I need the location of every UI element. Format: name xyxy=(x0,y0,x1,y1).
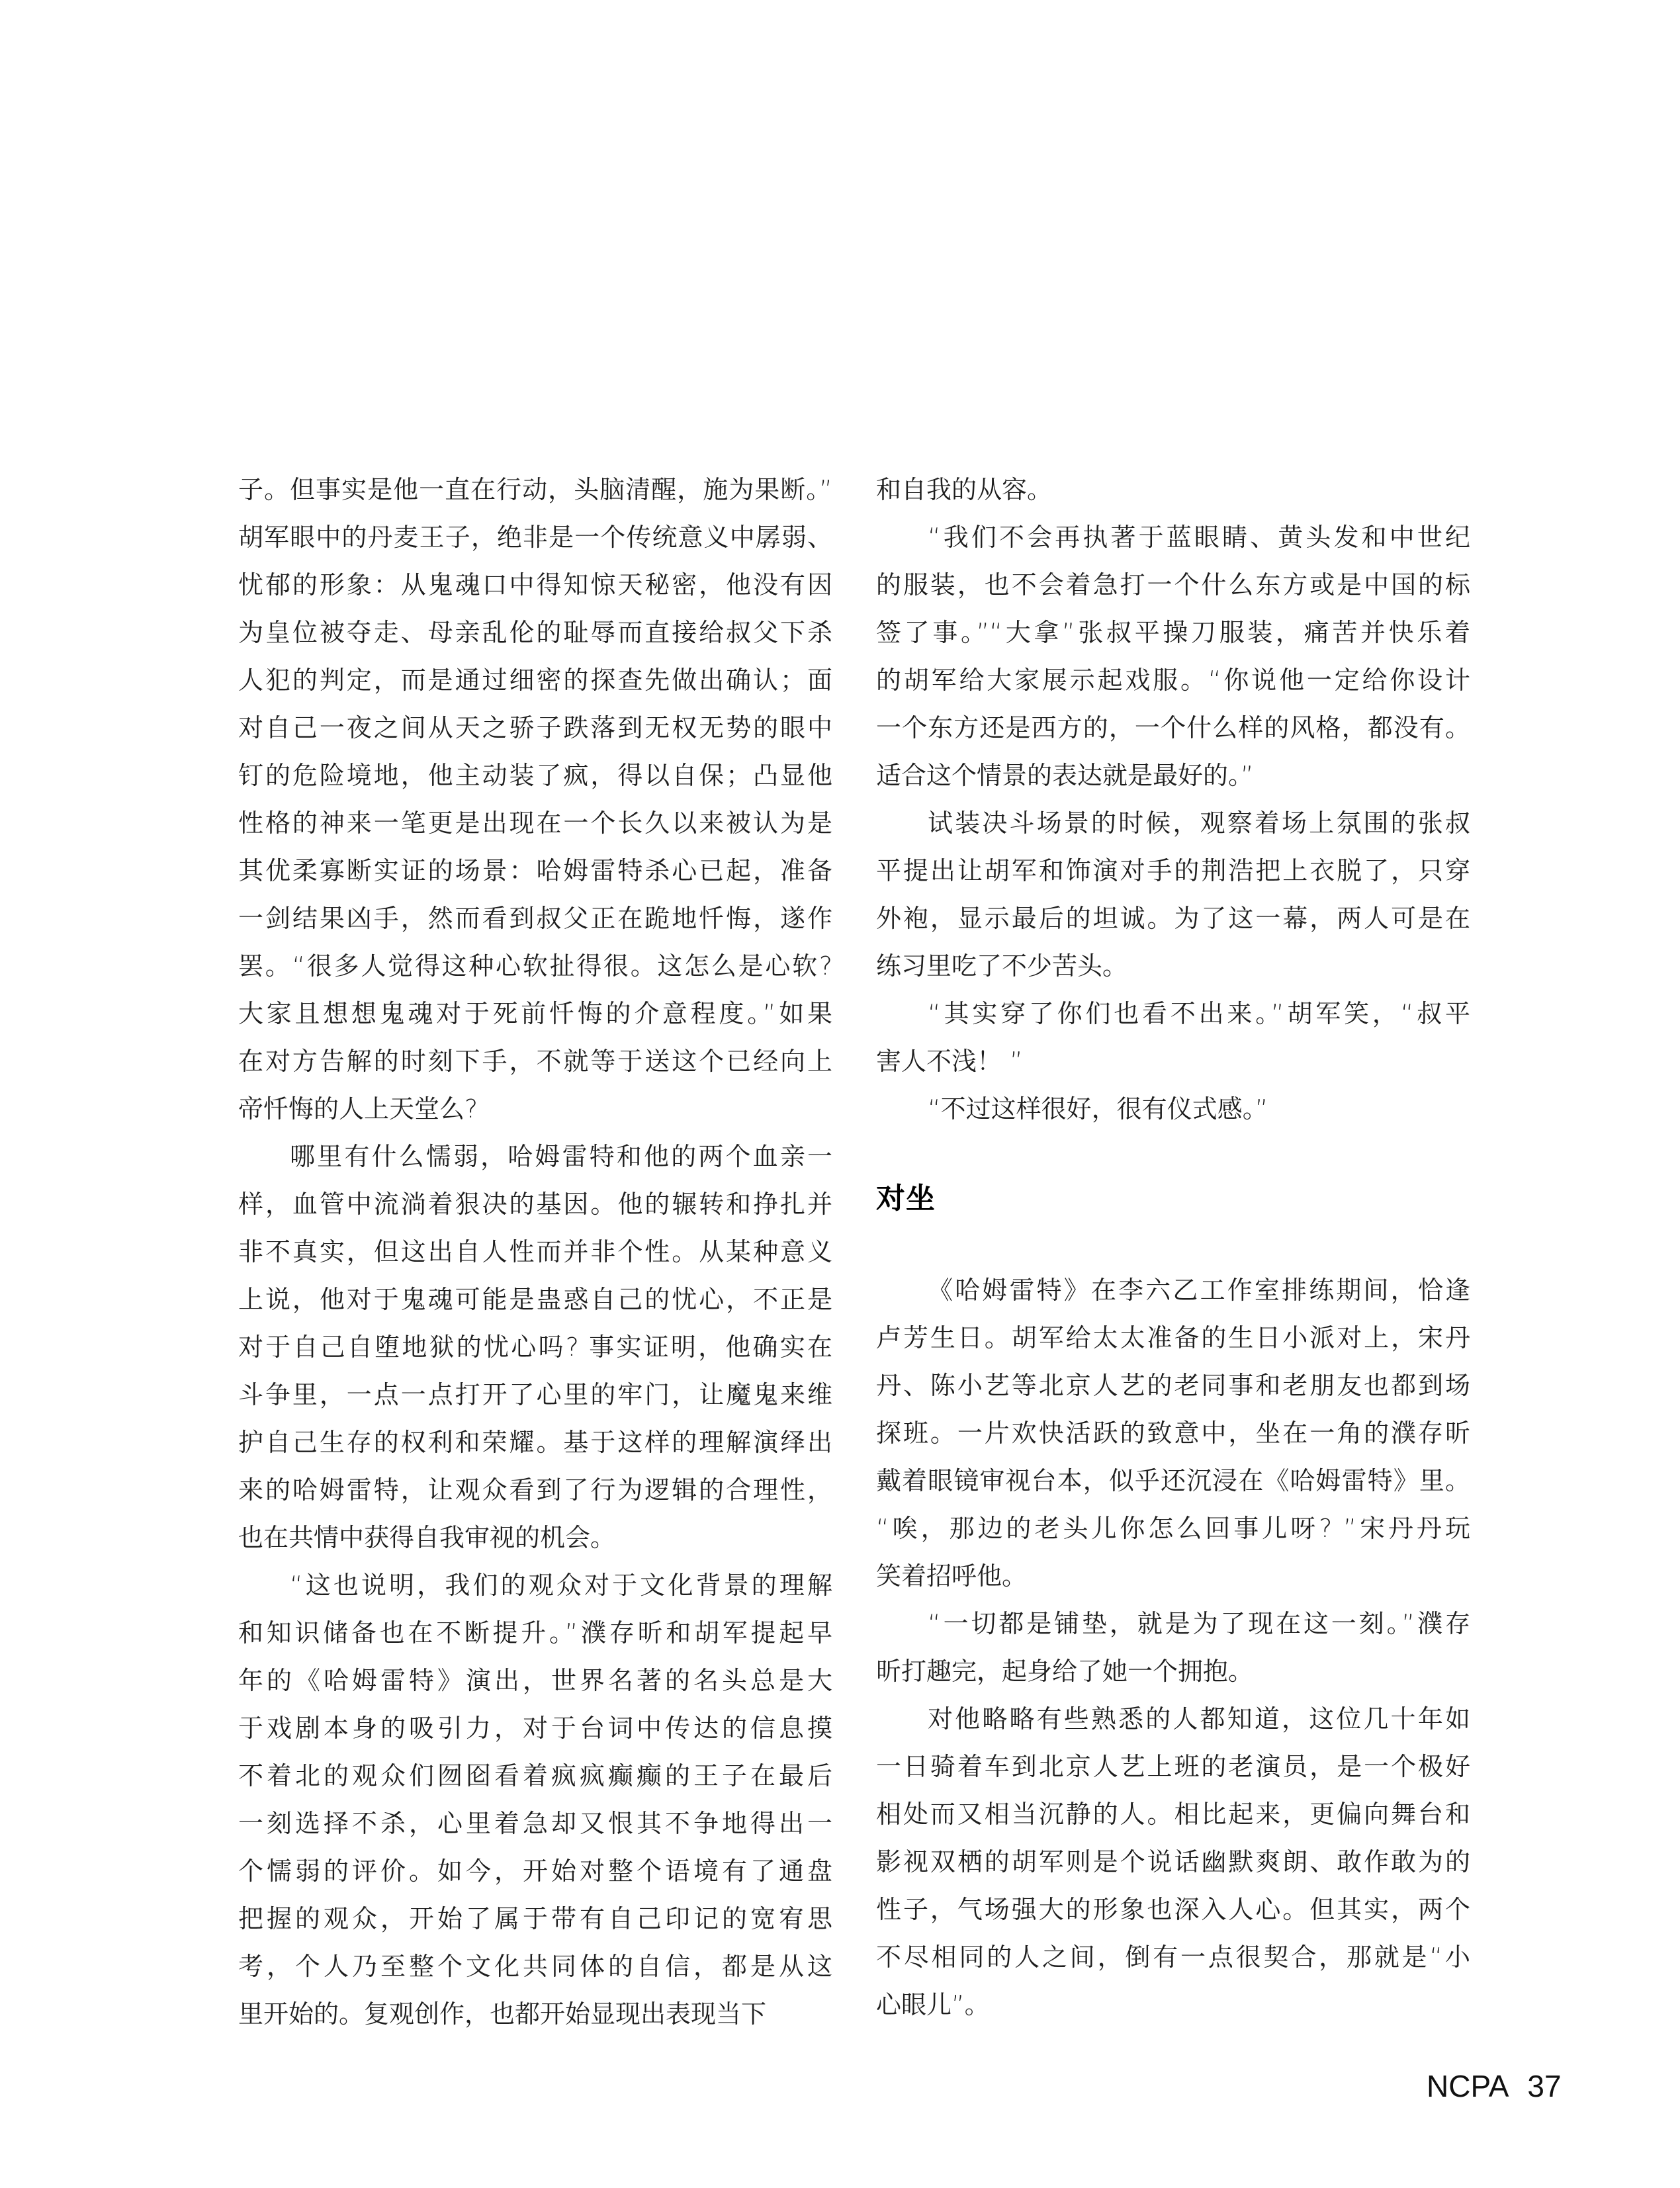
text-line: 练习里吃了不少苦头。 xyxy=(876,951,1128,981)
text-line: 帝忏悔的人上天堂么? xyxy=(238,1094,478,1123)
text-line: 上说，他对于鬼魂可能是蛊惑自己的忧心，不正是 xyxy=(238,1285,832,1314)
text-line: 考，个人乃至整个文化共同体的自信，都是从这 xyxy=(238,1952,832,1981)
text-line: 昕打趣完，起身给了她一个拥抱。 xyxy=(876,1657,1254,1686)
text-line: 不着北的观众们囫囵看着疯疯癫癫的王子在最后 xyxy=(238,1761,832,1790)
text-line: 丹、陈小艺等北京人艺的老同事和老朋友也都到场 xyxy=(876,1371,1470,1400)
text-line: 一日骑着车到北京人艺上班的老演员，是一个极好 xyxy=(876,1752,1470,1781)
text-line: 来的哈姆雷特，让观众看到了行为逻辑的合理性， xyxy=(238,1475,832,1505)
text-line: 钉的危险境地，他主动装了疯，得以自保；凸显他 xyxy=(238,761,832,790)
text-line: 斗争里，一点一点打开了心里的牢门，让魔鬼来维 xyxy=(238,1380,832,1409)
footer-page-number: 37 xyxy=(1527,2069,1562,2103)
paragraph xyxy=(876,466,1470,513)
text-line: 性子，气场强大的形象也深入人心。但其实，两个 xyxy=(876,1895,1470,1924)
text-line: 也在共情中获得自我审视的机会。 xyxy=(238,1523,616,1552)
section-heading: 对坐 xyxy=(876,1182,936,1215)
paragraph xyxy=(876,513,1470,799)
text-line: 和知识储备也在不断提升。”濮存昕和胡军提起早 xyxy=(238,1618,832,1647)
text-line: 签了事。”“大拿”张叔平操刀服装，痛苦并快乐着 xyxy=(876,618,1470,647)
text-line: 忧郁的形象：从鬼魂口中得知惊天秘密，他没有因 xyxy=(238,570,832,599)
text-line: 笑着招呼他。 xyxy=(876,1561,1028,1591)
text-line: 试装决斗场景的时候，观察着场上氛围的张叔 xyxy=(928,809,1470,838)
text-line: 非不真实，但这出自人性而并非个性。从某种意义 xyxy=(238,1237,832,1266)
text-line: 胡军眼中的丹麦王子，绝非是一个传统意义中孱弱、 xyxy=(238,523,832,552)
text-line: 一剑结果凶手，然而看到叔父正在跪地忏悔，遂作 xyxy=(238,904,832,933)
text-line: 害人不浅！ ” xyxy=(876,1047,1023,1076)
text-line: 影视双栖的胡军则是个说话幽默爽朗、敢作敢为的 xyxy=(876,1847,1470,1876)
text-line: 心眼儿”。 xyxy=(876,1990,990,2019)
text-line: 在对方告解的时刻下手，不就等于送这个已经向上 xyxy=(238,1047,832,1076)
text-line: “这也说明，我们的观众对于文化背景的理解 xyxy=(290,1571,832,1600)
text-line: “不过这样很好，很有仪式感。” xyxy=(928,1094,1268,1123)
text-line: 护自己生存的权利和荣耀。基于这样的理解演绎出 xyxy=(238,1428,832,1457)
text-line: 罢。“很多人觉得这种心软扯得很。这怎么是心软? xyxy=(238,951,832,981)
text-line: 年的《哈姆雷特》演出，世界名著的名头总是大 xyxy=(238,1666,832,1695)
text-line: 对于自己自堕地狱的忧心吗? 事实证明，他确实在 xyxy=(238,1333,832,1362)
paragraph xyxy=(238,1133,832,1561)
text-line: 不尽相同的人之间，倒有一点很契合，那就是“小 xyxy=(876,1943,1470,1972)
paragraph xyxy=(876,1266,1470,1600)
article-column-right xyxy=(876,466,1470,2029)
text-line: 子。但事实是他一直在行动，头脑清醒，施为果断。” xyxy=(238,475,832,504)
paragraph xyxy=(876,1085,1470,1133)
page-footer xyxy=(1427,2068,1562,2104)
text-line: 的胡军给大家展示起戏服。“你说他一定给你设计 xyxy=(876,666,1470,695)
text-line: 对他略略有些熟悉的人都知道，这位几十年如 xyxy=(928,1704,1470,1733)
paragraph xyxy=(876,990,1470,1085)
text-line: “我们不会再执著于蓝眼睛、黄头发和中世纪 xyxy=(928,523,1470,552)
text-line: 于戏剧本身的吸引力，对于台词中传达的信息摸 xyxy=(238,1714,832,1743)
text-line: “一切都是铺垫，就是为了现在这一刻。”濮存 xyxy=(928,1609,1470,1638)
text-line: 对自己一夜之间从天之骄子跌落到无权无势的眼中 xyxy=(238,713,832,742)
paragraph xyxy=(238,466,832,1133)
paragraph xyxy=(238,1561,832,2038)
text-line: 样，血管中流淌着狠决的基因。他的辗转和挣扎并 xyxy=(238,1190,832,1219)
text-line: 性格的神来一笔更是出现在一个长久以来被认为是 xyxy=(238,809,832,838)
text-line: 探班。一片欢快活跃的致意中，坐在一角的濮存昕 xyxy=(876,1419,1470,1448)
text-line: 和自我的从容。 xyxy=(876,475,1053,504)
paragraph xyxy=(876,1600,1470,1695)
text-line: 人犯的判定，而是通过细密的探查先做出确认；面 xyxy=(238,666,832,695)
footer-brand: NCPA xyxy=(1427,2069,1509,2103)
text-line: 其优柔寡断实证的场景：哈姆雷特杀心已起，准备 xyxy=(238,856,832,885)
text-line: 哪里有什么懦弱，哈姆雷特和他的两个血亲一 xyxy=(290,1142,832,1171)
paragraph xyxy=(876,1695,1470,2029)
text-line: “唉，那边的老头儿你怎么回事儿呀? ”宋丹丹玩 xyxy=(876,1514,1470,1543)
text-line: 个懦弱的评价。如今，开始对整个语境有了通盘 xyxy=(238,1857,832,1886)
text-line: 平提出让胡军和饰演对手的荆浩把上衣脱了，只穿 xyxy=(876,856,1470,885)
text-line: 把握的观众，开始了属于带有自己印记的宽宥思 xyxy=(238,1904,832,1933)
text-line: 里开始的。复观创作，也都开始显现出表现当下 xyxy=(238,1999,767,2029)
text-line: 一刻选择不杀，心里着急却又恨其不争地得出一 xyxy=(238,1809,832,1838)
text-line: 一个东方还是西方的，一个什么样的风格，都没有。 xyxy=(876,713,1470,742)
text-line: 外袍，显示最后的坦诚。为了这一幕，两人可是在 xyxy=(876,904,1470,933)
article-column-left xyxy=(238,466,832,2038)
text-line: 卢芳生日。胡军给太太准备的生日小派对上，宋丹 xyxy=(876,1323,1470,1352)
text-line: 《哈姆雷特》在李六乙工作室排练期间，恰逢 xyxy=(928,1276,1470,1305)
text-line: 适合这个情景的表达就是最好的。” xyxy=(876,761,1254,790)
text-line: 大家且想想鬼魂对于死前忏悔的介意程度。”如果 xyxy=(238,999,832,1028)
paragraph xyxy=(876,799,1470,990)
text-line: 戴着眼镜审视台本，似乎还沉浸在《哈姆雷特》里。 xyxy=(876,1466,1470,1495)
text-line: 的服装，也不会着急打一个什么东方或是中国的标 xyxy=(876,570,1470,599)
text-line: 为皇位被夺走、母亲乱伦的耻辱而直接给叔父下杀 xyxy=(238,618,832,647)
text-line: 相处而又相当沉静的人。相比起来，更偏向舞台和 xyxy=(876,1800,1470,1829)
text-line: “其实穿了你们也看不出来。”胡军笑，“叔平 xyxy=(928,999,1470,1028)
